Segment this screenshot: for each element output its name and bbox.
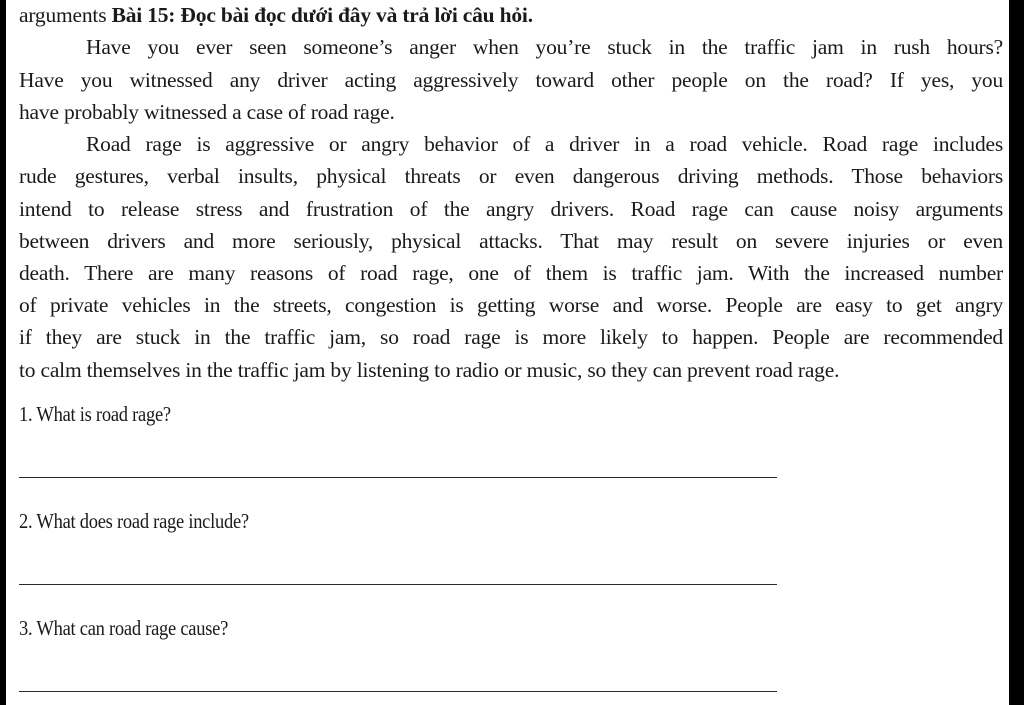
passage-line: to calm themselves in the traffic jam by listening to radio or music, so they can prevent road rage. — [19, 358, 840, 382]
passage-line: Have you ever seen someone’s anger when you’re stuck in the traffic jam in rush hours? — [86, 35, 1003, 59]
passage-line: between drivers and more seriously, physical attacks. That may result on severe injuries or even — [19, 229, 1003, 253]
passage-line: have probably witnessed a case of road rage. — [19, 100, 395, 124]
answer-line[interactable] — [19, 584, 777, 585]
question-text: 3. What can road rage cause? — [19, 616, 229, 640]
question-text: 2. What does road rage include? — [19, 509, 249, 533]
exercise-heading — [19, 3, 533, 27]
passage-line: rude gestures, verbal insults, physical threats or even dangerous driving methods. Those behaviors — [19, 164, 1003, 188]
answer-line[interactable] — [19, 691, 777, 692]
passage-line: intend to release stress and frustration of the angry drivers. Road rage can cause noisy arguments — [19, 197, 1003, 221]
passage-line: Have you witnessed any driver acting aggressively toward other people on the road? If yes, you — [19, 68, 1003, 92]
exercise-title: Bài 15: Đọc bài đọc dưới đây và trả lời câu hỏi. — [111, 3, 533, 27]
question-text: 1. What is road rage? — [19, 402, 171, 426]
passage-line: of private vehicles in the streets, congestion is getting worse and worse. People are easy to get angry — [19, 293, 1003, 317]
passage-line: Road rage is aggressive or angry behavior of a driver in a road vehicle. Road rage includes — [86, 132, 1003, 156]
answer-line[interactable] — [19, 477, 777, 478]
worksheet-page — [6, 0, 1009, 705]
heading-prefix: arguments — [19, 3, 107, 27]
passage-line: if they are stuck in the traffic jam, so road rage is more likely to happen. People are recommended — [19, 325, 1003, 349]
passage-line: death. There are many reasons of road rage, one of them is traffic jam. With the increased number — [19, 261, 1003, 285]
